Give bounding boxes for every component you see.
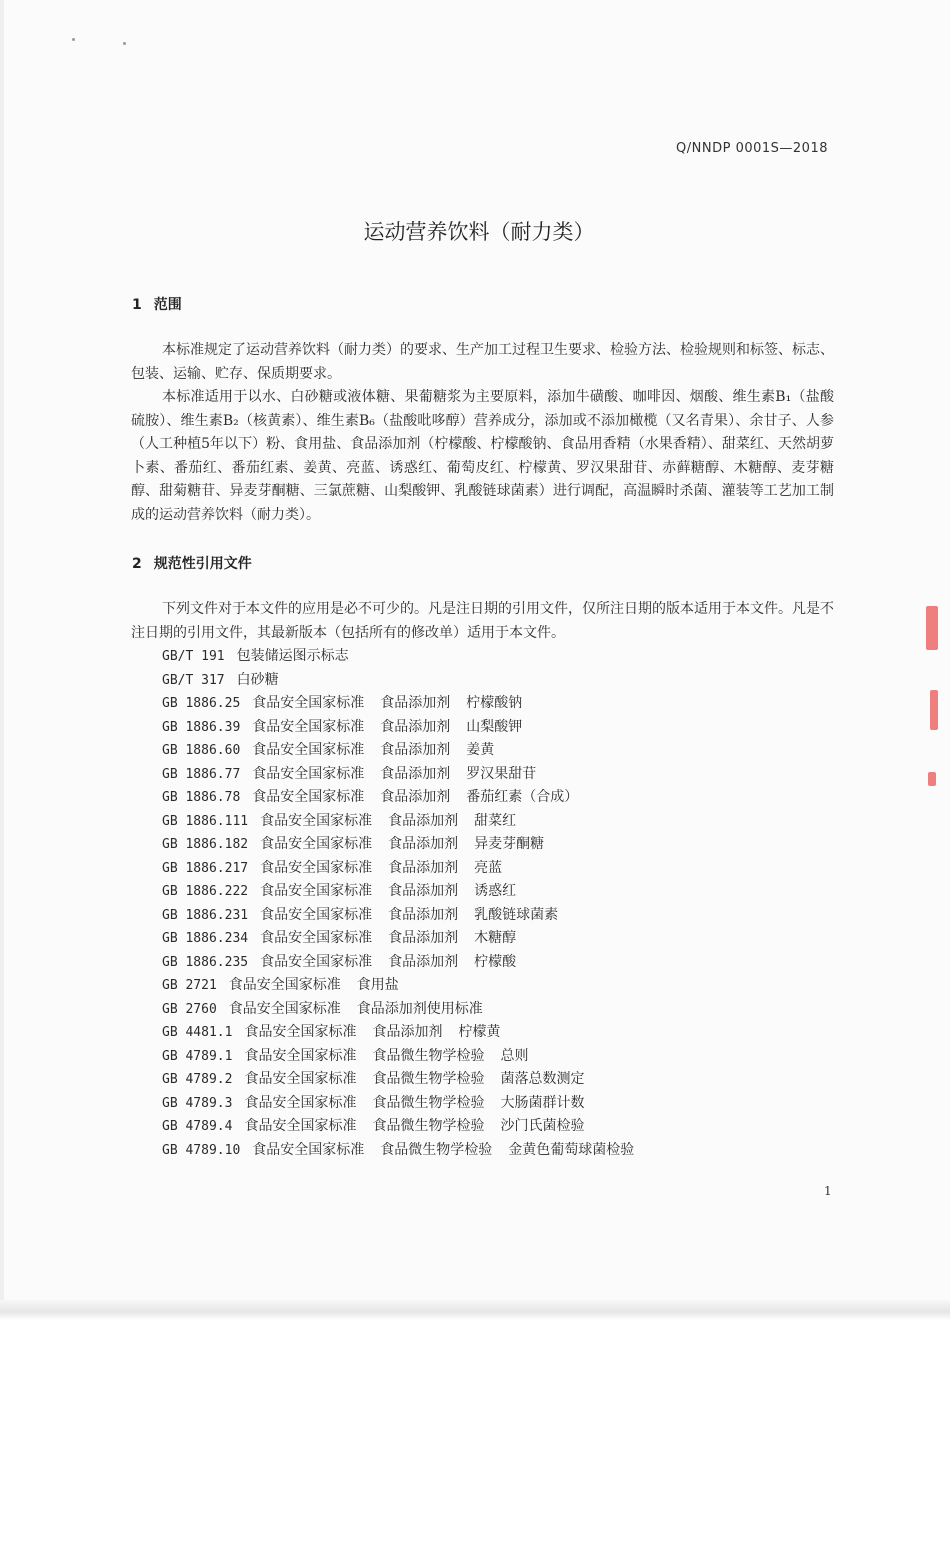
reference-subject: 柠檬黄 [458, 1024, 501, 1040]
reference-item [162, 810, 650, 834]
reference-item [162, 786, 650, 810]
reference-subject: 沙门氏菌检验 [500, 1118, 585, 1134]
reference-item [162, 1045, 650, 1069]
reference-title: 食品安全国家标准 [260, 812, 373, 829]
references-intro-paragraph: 下列文件对于本文件的应用是必不可少的。凡是注日期的引用文件，仅所注日期的版本适用于本文件。凡是不注日期的引用文件，其最新版本（包括所有的修改单）适用于本文件。 [131, 601, 834, 641]
reference-subject: 甜菜红 [474, 812, 517, 829]
reference-code: GB 4789.4 [162, 1119, 233, 1134]
reference-code: GB 1886.111 [162, 813, 249, 829]
reference-category: 食品添加剂 [388, 953, 459, 970]
reference-category: 食品微生物学检验 [372, 1047, 485, 1064]
reference-code: GB 1886.234 [162, 931, 249, 946]
section-title: 范围 [153, 297, 182, 313]
reference-list [162, 645, 650, 1162]
page-title: 运动营养饮料（耐力类） [363, 220, 595, 244]
reference-code: GB 4789.10 [162, 1142, 241, 1158]
reference-code: GB 1886.182 [162, 837, 249, 852]
reference-code: GB 1886.78 [162, 790, 241, 805]
scope-paragraph: 本标准规定了运动营养饮料（耐力类）的要求、生产加工过程卫生要求、检验方法、检验规则和标签、标志、包装、运输、贮存、保质期要求。 [131, 342, 834, 382]
reference-title: 食品安全国家标准 [228, 1000, 341, 1017]
reference-code: GB 4789.1 [162, 1048, 233, 1064]
reference-subject: 姜黄 [466, 742, 495, 758]
reference-title: 食品安全国家标准 [252, 1141, 365, 1158]
reference-code: GB/T 317 [162, 672, 225, 688]
reference-title: 食品安全国家标准 [252, 718, 365, 735]
reference-code: GB 1886.217 [162, 860, 249, 876]
reference-title: 食品安全国家标准 [260, 953, 373, 970]
reference-category: 食品添加剂 [380, 765, 451, 782]
reference-category: 食品添加剂 [388, 906, 459, 923]
page-number: 1 [824, 1184, 832, 1198]
reference-category: 食品添加剂 [388, 883, 459, 899]
reference-title: 食品安全国家标准 [252, 742, 365, 758]
reference-title: 食品安全国家标准 [244, 1047, 357, 1064]
seal-stamp-fragment [926, 606, 938, 650]
reference-title: 食品安全国家标准 [244, 1118, 357, 1134]
reference-code: GB 1886.25 [162, 696, 241, 711]
reference-code: GB 1886.60 [162, 743, 241, 758]
reference-title: 食品安全国家标准 [252, 789, 365, 805]
reference-category: 食品添加剂 [372, 1024, 443, 1040]
reference-subject: 食品添加剂使用标准 [356, 1000, 483, 1017]
reference-title: 食品安全国家标准 [244, 1094, 357, 1111]
reference-subject: 诱惑红 [474, 883, 517, 899]
reference-item [162, 1092, 650, 1116]
reference-item [162, 669, 650, 693]
reference-subject: 番茄红素（合成） [466, 789, 579, 805]
reference-item [162, 692, 650, 716]
reference-item [162, 763, 650, 787]
reference-item [162, 857, 650, 881]
reference-subject: 食用盐 [356, 977, 399, 993]
reference-code: GB 1886.235 [162, 954, 249, 970]
reference-subject: 木糖醇 [474, 930, 517, 946]
reference-item [162, 974, 650, 998]
reference-code: GB 2760 [162, 1001, 217, 1017]
reference-code: GB 4481.1 [162, 1025, 233, 1040]
reference-subject: 柠檬酸钠 [466, 695, 523, 711]
reference-title: 白砂糖 [236, 671, 279, 688]
reference-subject: 异麦芽酮糖 [474, 836, 545, 852]
reference-title: 食品安全国家标准 [252, 765, 365, 782]
reference-subject: 柠檬酸 [474, 953, 517, 970]
reference-subject: 菌落总数测定 [500, 1071, 585, 1087]
reference-code: GB 1886.222 [162, 884, 249, 899]
reference-item [162, 645, 650, 669]
reference-item [162, 833, 650, 857]
reference-code: GB 1886.77 [162, 766, 241, 782]
reference-title: 食品安全国家标准 [260, 859, 373, 876]
reference-code: GB 4789.3 [162, 1095, 233, 1111]
reference-item [162, 1068, 650, 1092]
document-code: Q/NNDP 0001S—2018 [676, 141, 828, 156]
reference-item [162, 927, 650, 951]
section-number: 2 [132, 556, 142, 572]
reference-subject: 山梨酸钾 [466, 718, 523, 735]
reference-category: 食品微生物学检验 [372, 1071, 485, 1087]
reference-title: 食品安全国家标准 [244, 1071, 357, 1087]
scope-paragraph: 本标准适用于以水、白砂糖或液体糖、果葡糖浆为主要原料，添加牛磺酸、咖啡因、烟酸、维生素B₁（盐酸硫胺）、维生素B₂（核黄素）、维生素B₆（盐酸吡哆醇）营养成分，添加或不添加橄榄（又名青果）、余甘子、人参（人工种植5年以下）粉、食用盐、食品添加剂（柠檬酸、柠檬酸钠、食品用香精（水果香精）、甜菜红、天然胡萝卜素、番茄红、番茄红素、姜黄、亮蓝、诱惑红、葡萄皮红、柠檬黄、罗汉果甜苷、赤藓糖醇、木糖醇、麦芽糖醇、甜菊糖苷、异麦芽酮糖、三氯蔗糖、山梨酸钾、乳酸链球菌素）进行调配，高温瞬时杀菌、灌装等工艺加工制成的运动营养饮料（耐力类）。 [131, 389, 834, 523]
reference-category: 食品添加剂 [380, 789, 451, 805]
reference-item [162, 998, 650, 1022]
page-bottom-edge [0, 1300, 950, 1320]
reference-subject: 总则 [500, 1047, 529, 1064]
reference-subject: 金黄色葡萄球菌检验 [508, 1141, 635, 1158]
reference-item [162, 880, 650, 904]
reference-code: GB 1886.231 [162, 907, 249, 923]
reference-category: 食品添加剂 [380, 742, 451, 758]
scan-speck [72, 38, 75, 41]
reference-item [162, 904, 650, 928]
section-title: 规范性引用文件 [153, 556, 252, 572]
reference-category: 食品微生物学检验 [372, 1094, 485, 1111]
reference-item [162, 739, 650, 763]
reference-item [162, 1021, 650, 1045]
section-number: 1 [132, 297, 142, 313]
reference-category: 食品添加剂 [388, 930, 459, 946]
reference-title: 食品安全国家标准 [260, 906, 373, 923]
reference-item [162, 716, 650, 740]
reference-category: 食品添加剂 [388, 859, 459, 876]
reference-category: 食品添加剂 [388, 836, 459, 852]
scan-speck [123, 42, 126, 45]
reference-title: 包装储运图示标志 [236, 648, 349, 664]
reference-title: 食品安全国家标准 [244, 1024, 357, 1040]
reference-title: 食品安全国家标准 [228, 977, 341, 993]
reference-code: GB 2721 [162, 978, 217, 993]
reference-category: 食品添加剂 [380, 695, 451, 711]
reference-subject: 罗汉果甜苷 [466, 765, 537, 782]
reference-code: GB/T 191 [162, 649, 225, 664]
reference-category: 食品添加剂 [380, 718, 451, 735]
reference-code: GB 1886.39 [162, 719, 241, 735]
reference-category: 食品微生物学检验 [380, 1141, 493, 1158]
reference-title: 食品安全国家标准 [260, 836, 373, 852]
section-heading-normative-references [132, 553, 252, 573]
reference-item [162, 1139, 650, 1163]
seal-stamp-fragment [930, 690, 938, 730]
section-heading-scope [132, 294, 182, 314]
reference-subject: 乳酸链球菌素 [474, 906, 559, 923]
reference-title: 食品安全国家标准 [260, 883, 373, 899]
reference-code: GB 4789.2 [162, 1072, 233, 1087]
seal-stamp-fragment [928, 772, 936, 786]
reference-subject: 亮蓝 [474, 859, 503, 876]
reference-title: 食品安全国家标准 [252, 695, 365, 711]
reference-item [162, 1115, 650, 1139]
reference-category: 食品微生物学检验 [372, 1118, 485, 1134]
reference-item [162, 951, 650, 975]
reference-subject: 大肠菌群计数 [500, 1094, 585, 1111]
reference-title: 食品安全国家标准 [260, 930, 373, 946]
reference-category: 食品添加剂 [388, 812, 459, 829]
